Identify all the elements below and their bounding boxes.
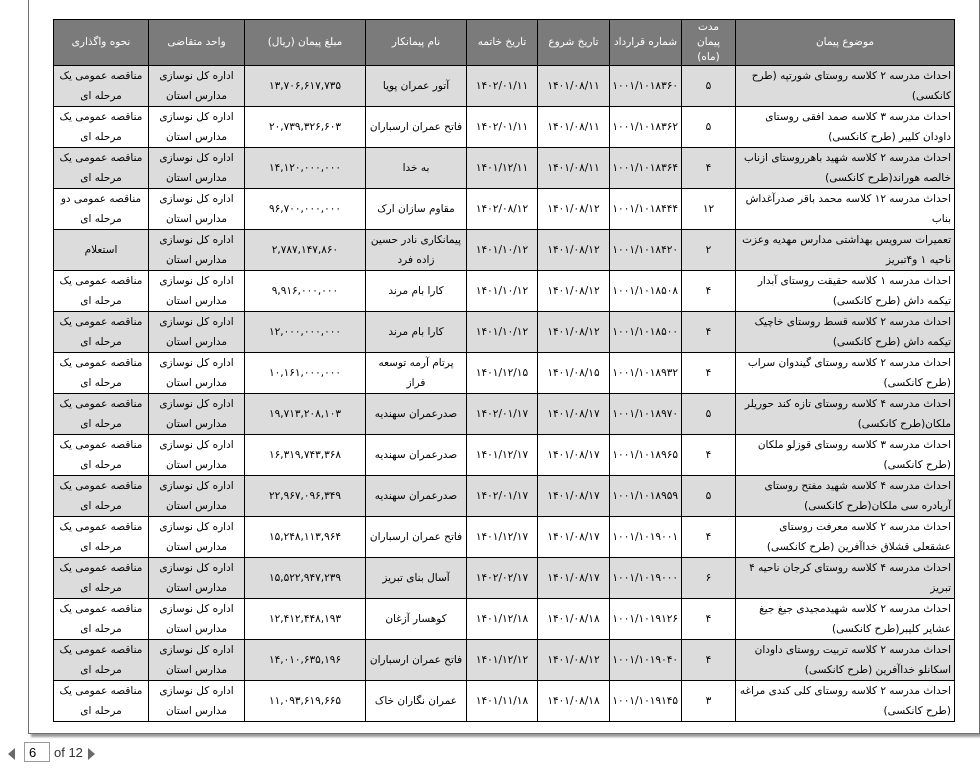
cell-start-date: ۱۴۰۱/۰۸/۱۲ — [538, 312, 610, 353]
cell-contractor: پرتام آرمه توسعه فراز — [366, 353, 467, 394]
cell-contract-no: ۱۰۰۱/۱۰۱۹۱۲۶ — [610, 599, 682, 640]
cell-contractor: صدرعمران سهندیه — [366, 394, 467, 435]
cell-duration: ۴ — [682, 353, 736, 394]
page-number-input[interactable] — [24, 742, 50, 762]
cell-assignment: مناقصه عمومی یک مرحله ای — [54, 599, 149, 640]
cell-applicant: اداره کل نوسازی مدارس استان — [149, 681, 245, 722]
cell-end-date: ۱۴۰۱/۱۲/۱۲ — [467, 640, 538, 681]
cell-applicant: اداره کل نوسازی مدارس استان — [149, 312, 245, 353]
cell-contractor: کارا بام مرند — [366, 271, 467, 312]
cell-contract-no: ۱۰۰۱/۱۰۱۸۴۲۰ — [610, 230, 682, 271]
cell-duration: ۳ — [682, 681, 736, 722]
table-row — [54, 435, 955, 476]
header-assignment: نحوه واگذاری — [54, 20, 149, 66]
table-row — [54, 271, 955, 312]
header-end-date: تاریخ خاتمه — [467, 20, 538, 66]
cell-amount: ۹۶,۷۰۰,۰۰۰,۰۰۰ — [245, 189, 366, 230]
table-row — [54, 148, 955, 189]
table-row — [54, 394, 955, 435]
cell-contract-no: ۱۰۰۱/۱۰۱۸۹۳۲ — [610, 353, 682, 394]
header-subject: موضوع پیمان — [736, 20, 955, 66]
table-row — [54, 640, 955, 681]
cell-contractor: صدرعمران سهندیه — [366, 476, 467, 517]
cell-start-date: ۱۴۰۱/۰۸/۱۷ — [538, 558, 610, 599]
cell-applicant: اداره کل نوسازی مدارس استان — [149, 517, 245, 558]
cell-assignment: مناقصه عمومی یک مرحله ای — [54, 107, 149, 148]
cell-contract-no: ۱۰۰۱/۱۰۱۸۹۶۵ — [610, 435, 682, 476]
cell-end-date: ۱۴۰۲/۰۱/۱۱ — [467, 66, 538, 107]
cell-start-date: ۱۴۰۱/۰۸/۱۱ — [538, 107, 610, 148]
cell-contract-no: ۱۰۰۱/۱۰۱۸۵۰۸ — [610, 271, 682, 312]
cell-subject: احداث مدرسه ۱ کلاسه حقیقت روستای آبدار تیکمه داش (طرح کانکسی) — [736, 271, 955, 312]
cell-applicant: اداره کل نوسازی مدارس استان — [149, 148, 245, 189]
cell-assignment: مناقصه عمومی یک مرحله ای — [54, 148, 149, 189]
cell-assignment: مناقصه عمومی یک مرحله ای — [54, 558, 149, 599]
cell-duration: ۴ — [682, 312, 736, 353]
table-row — [54, 681, 955, 722]
cell-contract-no: ۱۰۰۱/۱۰۱۹۰۰۱ — [610, 517, 682, 558]
cell-applicant: اداره کل نوسازی مدارس استان — [149, 394, 245, 435]
cell-contract-no: ۱۰۰۱/۱۰۱۸۵۰۰ — [610, 312, 682, 353]
cell-contract-no: ۱۰۰۱/۱۰۱۹۱۴۵ — [610, 681, 682, 722]
cell-subject: احداث مدرسه ۲ کلاسه روستای کلی کندی مراغه (طرح کانکسی) — [736, 681, 955, 722]
cell-subject: احداث مدرسه ۲ کلاسه شهید باهرروستای ازناب خالصه هوراند(طرح کانکسی) — [736, 148, 955, 189]
cell-applicant: اداره کل نوسازی مدارس استان — [149, 107, 245, 148]
cell-start-date: ۱۴۰۱/۰۸/۱۸ — [538, 681, 610, 722]
cell-end-date: ۱۴۰۲/۰۱/۱۷ — [467, 394, 538, 435]
cell-amount: ۲۰,۷۳۹,۳۲۶,۶۰۳ — [245, 107, 366, 148]
cell-start-date: ۱۴۰۱/۰۸/۱۷ — [538, 394, 610, 435]
cell-end-date: ۱۴۰۱/۱۲/۱۵ — [467, 353, 538, 394]
cell-amount: ۲,۷۸۷,۱۴۷,۸۶۰ — [245, 230, 366, 271]
cell-end-date: ۱۴۰۱/۱۰/۱۲ — [467, 312, 538, 353]
cell-start-date: ۱۴۰۱/۰۸/۱۱ — [538, 148, 610, 189]
table-row — [54, 66, 955, 107]
cell-amount: ۱۱,۰۹۳,۶۱۹,۶۶۵ — [245, 681, 366, 722]
previous-page-icon[interactable] — [8, 748, 15, 760]
cell-subject: احداث مدرسه ۲ کلاسه معرفت روستای عشقعلی قشلاق خداآفرین (طرح کانکسی) — [736, 517, 955, 558]
cell-applicant: اداره کل نوسازی مدارس استان — [149, 66, 245, 107]
cell-applicant: اداره کل نوسازی مدارس استان — [149, 558, 245, 599]
header-duration: مدت پیمان (ماه) — [682, 20, 736, 66]
cell-assignment: مناقصه عمومی یک مرحله ای — [54, 312, 149, 353]
cell-end-date: ۱۴۰۱/۱۲/۱۱ — [467, 148, 538, 189]
cell-subject: احداث مدرسه ۳ کلاسه صمد افقی روستای داودان کلیبر (طرح کانکسی) — [736, 107, 955, 148]
cell-duration: ۵ — [682, 66, 736, 107]
cell-amount: ۱۲,۴۱۲,۴۴۸,۱۹۳ — [245, 599, 366, 640]
cell-duration: ۴ — [682, 599, 736, 640]
table-row — [54, 476, 955, 517]
document-page — [28, 0, 980, 734]
cell-contract-no: ۱۰۰۱/۱۰۱۸۴۴۴ — [610, 189, 682, 230]
cell-subject: احداث مدرسه ۲ کلاسه شهیدمجیدی جیغ جیغ عشایر کلیبر(طرح کانکسی) — [736, 599, 955, 640]
cell-amount: ۱۳,۷۰۶,۶۱۷,۷۳۵ — [245, 66, 366, 107]
cell-contractor: فاتح عمران ارسباران — [366, 517, 467, 558]
cell-applicant: اداره کل نوسازی مدارس استان — [149, 435, 245, 476]
cell-duration: ۵ — [682, 476, 736, 517]
cell-contract-no: ۱۰۰۱/۱۰۱۸۹۷۰ — [610, 394, 682, 435]
cell-assignment: مناقصه عمومی یک مرحله ای — [54, 681, 149, 722]
cell-amount: ۱۵,۲۴۸,۱۱۳,۹۶۴ — [245, 517, 366, 558]
cell-duration: ۴ — [682, 517, 736, 558]
cell-contractor: کوهسار آزغان — [366, 599, 467, 640]
cell-subject: احداث مدرسه ۳ کلاسه روستای قوزلو ملکان (طرح کانکسی) — [736, 435, 955, 476]
cell-start-date: ۱۴۰۱/۰۸/۱۲ — [538, 230, 610, 271]
cell-assignment: مناقصه عمومی یک مرحله ای — [54, 394, 149, 435]
cell-duration: ۴ — [682, 148, 736, 189]
cell-amount: ۱۴,۱۲۰,۰۰۰,۰۰۰ — [245, 148, 366, 189]
cell-duration: ۶ — [682, 558, 736, 599]
table-row — [54, 517, 955, 558]
cell-contractor: آسال بنای تبریز — [366, 558, 467, 599]
cell-end-date: ۱۴۰۱/۱۰/۱۲ — [467, 230, 538, 271]
cell-assignment: مناقصه عمومی یک مرحله ای — [54, 517, 149, 558]
cell-start-date: ۱۴۰۱/۰۸/۱۲ — [538, 271, 610, 312]
cell-subject: تعمیرات سرویس بهداشتی مدارس مهدیه وعزت ناحیه ۱ و۴تبریز — [736, 230, 955, 271]
cell-contractor: مقاوم سازان ارک — [366, 189, 467, 230]
cell-assignment: مناقصه عمومی یک مرحله ای — [54, 66, 149, 107]
cell-subject: احداث مدرسه ۲ کلاسه روستای شورتپه (طرح کانکسی) — [736, 66, 955, 107]
cell-start-date: ۱۴۰۱/۰۸/۱۲ — [538, 189, 610, 230]
cell-amount: ۱۹,۷۱۳,۲۰۸,۱۰۳ — [245, 394, 366, 435]
cell-subject: احداث مدرسه ۲ کلاسه روستای گیندوان سراب (طرح کانکسی) — [736, 353, 955, 394]
table-row — [54, 558, 955, 599]
cell-applicant: اداره کل نوسازی مدارس استان — [149, 640, 245, 681]
table-row — [54, 353, 955, 394]
cell-contract-no: ۱۰۰۱/۱۰۱۸۳۶۴ — [610, 148, 682, 189]
cell-subject: احداث مدرسه ۱۲ کلاسه محمد باقر صدرآغداش بناب — [736, 189, 955, 230]
cell-applicant: اداره کل نوسازی مدارس استان — [149, 271, 245, 312]
cell-applicant: اداره کل نوسازی مدارس استان — [149, 353, 245, 394]
cell-duration: ۵ — [682, 394, 736, 435]
cell-start-date: ۱۴۰۱/۰۸/۱۷ — [538, 517, 610, 558]
cell-amount: ۱۰,۱۶۱,۰۰۰,۰۰۰ — [245, 353, 366, 394]
page-total-label: of 12 — [54, 745, 83, 760]
cell-duration: ۲ — [682, 230, 736, 271]
cell-amount: ۱۲,۰۰۰,۰۰۰,۰۰۰ — [245, 312, 366, 353]
header-contractor: نام پیمانکار — [366, 20, 467, 66]
cell-duration: ۴ — [682, 271, 736, 312]
cell-end-date: ۱۴۰۱/۱۲/۱۷ — [467, 435, 538, 476]
cell-contract-no: ۱۰۰۱/۱۰۱۸۳۶۲ — [610, 107, 682, 148]
cell-assignment: مناقصه عمومی یک مرحله ای — [54, 640, 149, 681]
cell-contract-no: ۱۰۰۱/۱۰۱۹۰۰۰ — [610, 558, 682, 599]
header-amount: مبلغ پیمان (ریال) — [245, 20, 366, 66]
cell-contractor: فاتح عمران ارسباران — [366, 640, 467, 681]
table-header-row — [54, 20, 955, 66]
table-row — [54, 230, 955, 271]
cell-amount: ۲۲,۹۶۷,۰۹۶,۳۴۹ — [245, 476, 366, 517]
cell-contract-no: ۱۰۰۱/۱۰۱۹۰۴۰ — [610, 640, 682, 681]
cell-contract-no: ۱۰۰۱/۱۰۱۸۹۵۹ — [610, 476, 682, 517]
cell-end-date: ۱۴۰۱/۱۲/۱۸ — [467, 599, 538, 640]
cell-end-date: ۱۴۰۲/۰۱/۱۱ — [467, 107, 538, 148]
cell-assignment: استعلام — [54, 230, 149, 271]
cell-duration: ۴ — [682, 640, 736, 681]
cell-assignment: مناقصه عمومی دو مرحله ای — [54, 189, 149, 230]
cell-end-date: ۱۴۰۱/۱۱/۱۸ — [467, 681, 538, 722]
cell-end-date: ۱۴۰۱/۱۲/۱۷ — [467, 517, 538, 558]
cell-contractor: صدرعمران سهندیه — [366, 435, 467, 476]
cell-assignment: مناقصه عمومی یک مرحله ای — [54, 435, 149, 476]
cell-assignment: مناقصه عمومی یک مرحله ای — [54, 476, 149, 517]
table-row — [54, 107, 955, 148]
cell-assignment: مناقصه عمومی یک مرحله ای — [54, 271, 149, 312]
cell-start-date: ۱۴۰۱/۰۸/۱۵ — [538, 353, 610, 394]
cell-contractor: عمران نگاران خاک — [366, 681, 467, 722]
cell-subject: احداث مدرسه ۴ کلاسه شهید مفتح روستای آریادره سی ملکان(طرح کانکسی) — [736, 476, 955, 517]
cell-amount: ۹,۹۱۶,۰۰۰,۰۰۰ — [245, 271, 366, 312]
cell-contractor: کارا بام مرند — [366, 312, 467, 353]
cell-applicant: اداره کل نوسازی مدارس استان — [149, 476, 245, 517]
cell-applicant: اداره کل نوسازی مدارس استان — [149, 599, 245, 640]
pagination — [0, 742, 120, 766]
cell-end-date: ۱۴۰۱/۱۰/۱۲ — [467, 271, 538, 312]
cell-contractor: فاتح عمران ارسباران — [366, 107, 467, 148]
contracts-table — [53, 19, 955, 722]
cell-end-date: ۱۴۰۲/۰۲/۱۷ — [467, 558, 538, 599]
cell-duration: ۴ — [682, 435, 736, 476]
cell-end-date: ۱۴۰۲/۰۸/۱۲ — [467, 189, 538, 230]
header-start-date: تاریخ شروع — [538, 20, 610, 66]
cell-contract-no: ۱۰۰۱/۱۰۱۸۳۶۰ — [610, 66, 682, 107]
cell-applicant: اداره کل نوسازی مدارس استان — [149, 230, 245, 271]
cell-contractor: به خدا — [366, 148, 467, 189]
cell-subject: احداث مدرسه ۴ کلاسه روستای تازه کند حوریلر ملکان(طرح کانکسی) — [736, 394, 955, 435]
cell-contractor: پیمانکاری نادر حسین زاده فرد — [366, 230, 467, 271]
cell-contractor: آتور عمران پویا — [366, 66, 467, 107]
header-applicant: واحد متقاضی — [149, 20, 245, 66]
cell-assignment: مناقصه عمومی یک مرحله ای — [54, 353, 149, 394]
cell-start-date: ۱۴۰۱/۰۸/۱۷ — [538, 476, 610, 517]
cell-subject: احداث مدرسه ۴ کلاسه روستای کرجان ناحیه ۴ تبریز — [736, 558, 955, 599]
table-row — [54, 312, 955, 353]
cell-start-date: ۱۴۰۱/۰۸/۱۱ — [538, 66, 610, 107]
cell-amount: ۱۶,۳۱۹,۷۴۳,۳۶۸ — [245, 435, 366, 476]
header-contract-no: شماره قرارداد — [610, 20, 682, 66]
cell-subject: احداث مدرسه ۲ کلاسه قسط روستای خاچیک تیکمه داش (طرح کانکسی) — [736, 312, 955, 353]
cell-end-date: ۱۴۰۲/۰۱/۱۷ — [467, 476, 538, 517]
cell-amount: ۱۴,۰۱۰,۶۳۵,۱۹۶ — [245, 640, 366, 681]
cell-start-date: ۱۴۰۱/۰۸/۱۸ — [538, 599, 610, 640]
table-row — [54, 599, 955, 640]
table-row — [54, 189, 955, 230]
cell-applicant: اداره کل نوسازی مدارس استان — [149, 189, 245, 230]
cell-subject: احداث مدرسه ۲ کلاسه تربیت روستای داودان اسکانلو خداآفرین (طرح کانکسی) — [736, 640, 955, 681]
next-page-icon[interactable] — [88, 748, 95, 760]
cell-amount: ۱۵,۵۲۲,۹۴۷,۲۳۹ — [245, 558, 366, 599]
cell-duration: ۵ — [682, 107, 736, 148]
cell-duration: ۱۲ — [682, 189, 736, 230]
cell-start-date: ۱۴۰۱/۰۸/۱۲ — [538, 640, 610, 681]
cell-start-date: ۱۴۰۱/۰۸/۱۷ — [538, 435, 610, 476]
